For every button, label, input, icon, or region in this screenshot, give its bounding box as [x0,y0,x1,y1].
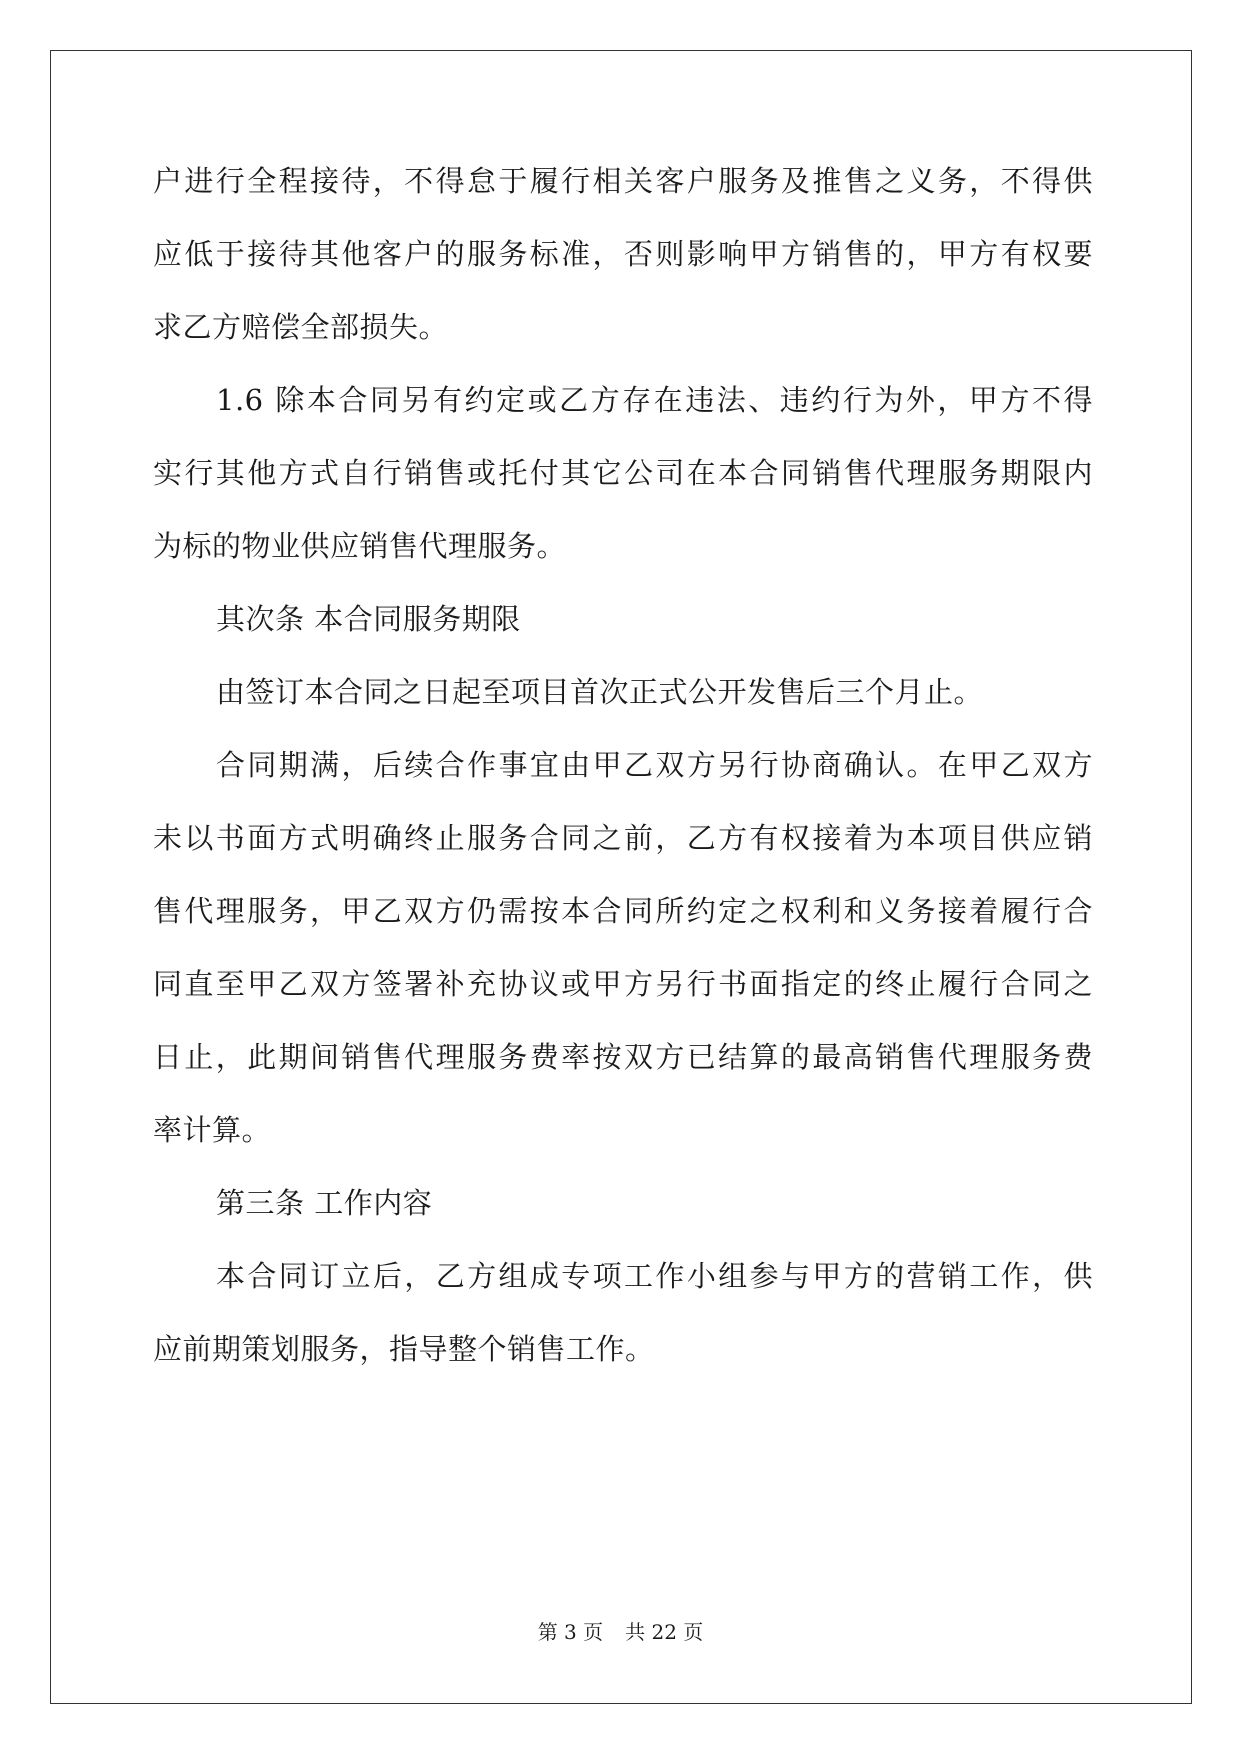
text-line: 实行其他方式自行销售或托付其它公司在本合同销售代理服务期限内 [153,456,1093,490]
text-line: 为标的物业供应销售代理服务。 [153,529,567,563]
text-line: 同直至甲乙双方签署补充协议或甲方另行书面指定的终止履行合同之 [153,967,1093,1001]
text-line: 日止，此期间销售代理服务费率按双方已结算的最高销售代理服务费 [153,1040,1093,1074]
page-total: 共 22 页 [625,1620,704,1644]
text-line: 应低于接待其他客户的服务标准，否则影响甲方销售的，甲方有权要 [153,237,1093,271]
text-line: 率计算。 [153,1113,272,1147]
text-line: 合同期满，后续合作事宜由甲乙双方另行协商确认。在甲乙双方 [216,748,1093,782]
page-footer [0,1620,1241,1644]
text-line: 本合同订立后，乙方组成专项工作小组参与甲方的营销工作，供 [216,1259,1093,1293]
text-line: 户进行全程接待，不得怠于履行相关客户服务及推售之义务，不得供 [153,164,1093,198]
section-heading: 第三条 工作内容 [216,1186,433,1220]
text-line: 应前期策划服务，指导整个销售工作。 [153,1332,655,1366]
text-line: 求乙方赔偿全部损失。 [153,310,449,344]
text-line: 1.6 除本合同另有约定或乙方存在违法、违约行为外，甲方不得 [216,383,1093,417]
page-border [50,50,1192,1704]
text-line: 未以书面方式明确终止服务合同之前，乙方有权接着为本项目供应销 [153,821,1093,855]
page-number: 第 3 页 [537,1620,604,1644]
section-heading: 其次条 本合同服务期限 [216,602,521,636]
text-line: 售代理服务，甲乙双方仍需按本合同所约定之权利和义务接着履行合 [153,894,1093,928]
text-line: 由签订本合同之日起至项目首次正式公开发售后三个月止。 [216,675,984,709]
